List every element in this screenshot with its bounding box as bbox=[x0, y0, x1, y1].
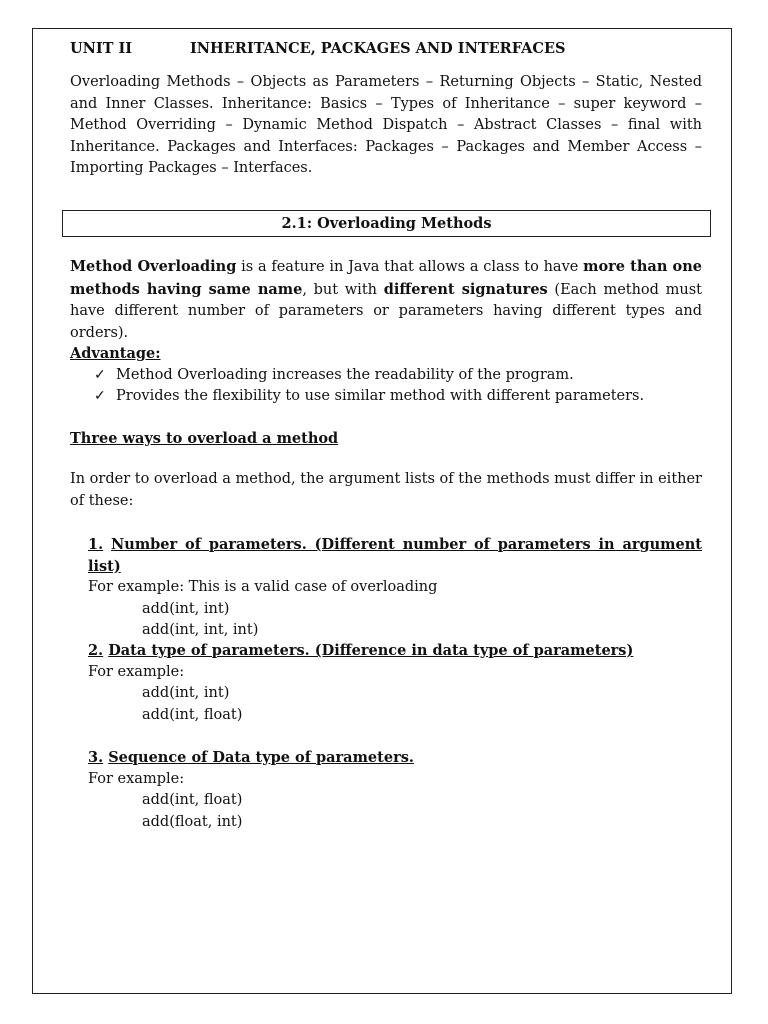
way-1-number: 1. bbox=[88, 536, 104, 553]
way-3 bbox=[88, 747, 702, 833]
way-1-heading bbox=[88, 534, 702, 577]
way-2-number: 2. bbox=[88, 642, 104, 659]
code-line: add(float, int) bbox=[142, 813, 243, 830]
way-3-title: Sequence of Data type of parameters. bbox=[108, 749, 414, 766]
intro-text-3: (Each method must have different number of parameters or parameters having different types and orders). bbox=[70, 281, 702, 341]
intro-bold-2: different signatures bbox=[383, 280, 548, 298]
intro-text-1: is a feature in Java that allows a class to have bbox=[236, 259, 584, 275]
way-2-heading bbox=[88, 640, 702, 662]
advantage-list bbox=[70, 365, 702, 407]
list-item bbox=[70, 365, 702, 386]
way-3-example-label: For example: bbox=[88, 770, 185, 787]
way-2-title: Data type of parameters. (Difference in data type of parameters) bbox=[108, 642, 634, 659]
code-line: add(int, int) bbox=[142, 685, 230, 701]
intro-bold-1: more than one methods having same name bbox=[70, 258, 702, 298]
checkmark-icon: ✓ bbox=[94, 366, 106, 383]
advantage-heading: Advantage: bbox=[70, 345, 161, 362]
advantage-section bbox=[70, 343, 702, 407]
way-1-example-label: For example: This is a valid case of overloading bbox=[88, 579, 438, 595]
way-2-example-label: For example: bbox=[88, 663, 185, 680]
way-3-heading bbox=[88, 747, 702, 769]
way-3-number: 3. bbox=[88, 749, 104, 766]
unit-title: INHERITANCE, PACKAGES AND INTERFACES bbox=[190, 40, 566, 57]
intro-term: Method Overloading bbox=[70, 258, 237, 275]
way-2 bbox=[88, 640, 702, 726]
code-line: add(int, float) bbox=[142, 706, 243, 723]
ways-heading bbox=[70, 428, 702, 451]
checkmark-icon: ✓ bbox=[94, 387, 106, 404]
section-title: 2.1: Overloading Methods bbox=[281, 215, 492, 232]
ways-intro: In order to overload a method, the argument lists of the methods must differ in either of these: bbox=[70, 471, 702, 509]
list-item bbox=[70, 386, 702, 407]
code-line: add(int, int) bbox=[142, 600, 230, 617]
way-1-title: Number of parameters. (Different number of parameters in argument list) bbox=[88, 536, 702, 575]
intro-text-2: , but with bbox=[302, 281, 384, 298]
unit-label: UNIT II bbox=[70, 40, 133, 57]
code-line: add(int, float) bbox=[142, 792, 243, 808]
unit-header bbox=[70, 40, 702, 60]
advantage-item-text: Method Overloading increases the readability of the program. bbox=[116, 366, 574, 383]
way-1 bbox=[88, 534, 702, 642]
section-title-box bbox=[62, 210, 711, 237]
intro-paragraph bbox=[70, 256, 702, 344]
code-line: add(int, int, int) bbox=[142, 622, 259, 638]
ways-heading-text: Three ways to overload a method bbox=[70, 430, 339, 447]
unit-syllabus: Overloading Methods – Objects as Parameters – Returning Objects – Static, Nested and Inner Classes. Inheritance: Basics – Types of Inheritance – super keyword – Method Overriding – Dynamic Method Dispatch – Abstract Classes – final with Inheritance. Packages and Interfaces: Packages – Packages and Member Access – Importing Packages – Interfaces. bbox=[70, 74, 702, 176]
advantage-item-text: Provides the flexibility to use similar method with different parameters. bbox=[116, 387, 645, 404]
unit-block bbox=[70, 40, 702, 180]
